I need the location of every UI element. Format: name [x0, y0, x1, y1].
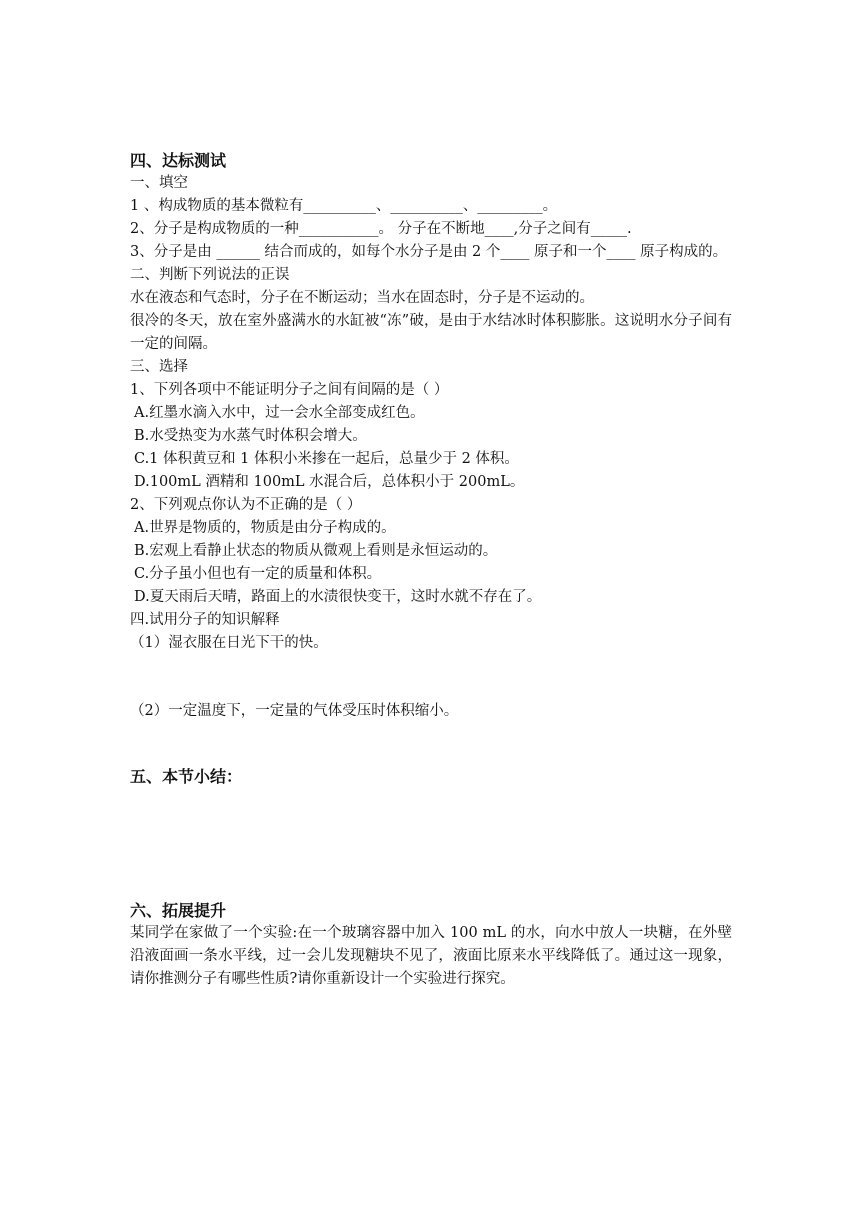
choice-question-1-option-c: C.1 体积黄豆和 1 体积小米掺在一起后，总量少于 2 体积。 [134, 451, 519, 467]
section6-title: 六、拓展提升 [130, 901, 227, 920]
judge-heading: 二、判断下列说法的正误 [130, 267, 290, 283]
fill-question-1: 1 、构成物质的基本微粒有__________、__________、_________。 [130, 198, 558, 214]
fill-heading: 一、填空 [130, 175, 188, 191]
judge-statement-1: 水在液态和气态时，分子在不断运动；当水在固态时，分子是不运动的。 [130, 290, 594, 306]
choice-question-2-option-b: B.宏观上看静止状态的物质从微观上看则是永恒运动的。 [134, 543, 498, 559]
fill-question-2: 2、分子是构成物质的一种___________。 分子在不断地____,分子之间有_____. [130, 221, 632, 237]
answer-space-2 [130, 723, 732, 766]
summary-space [130, 788, 732, 900]
choice-question-1-stem: 1、下列各项中不能证明分子之间有间隔的是（ ） [130, 382, 449, 398]
fill-question-3: 3、分子是由 ______ 结合而成的，如每个水分子是由 2 个____ 原子和一个____ 原子构成的。 [130, 244, 728, 260]
choice-question-2-stem: 2、下列观点你认为不正确的是（ ） [130, 497, 362, 513]
explain-question-1: （1）湿衣服在日光下干的快。 [130, 635, 328, 651]
choice-question-1-option-d: D.100mL 酒精和 100mL 水混合后，总体积小于 200mL。 [134, 474, 525, 490]
section5-title: 五、本节小结： [130, 767, 243, 786]
choice-question-2-option-a: A.世界是物质的，物质是由分子构成的。 [134, 520, 396, 536]
choice-question-1-option-b: B.水受热变为水蒸气时体积会增大。 [134, 428, 367, 444]
worksheet-content [130, 150, 732, 991]
choice-question-1-option-a: A.红墨水滴入水中，过一会水全部变成红色。 [134, 405, 425, 421]
choice-question-2-option-d: D.夏天雨后天晴，路面上的水渍很快变干，这时水就不存在了。 [134, 589, 542, 605]
answer-space-1 [130, 655, 732, 700]
explain-heading: 四.试用分子的知识解释 [130, 612, 280, 628]
explain-question-2: （2）一定温度下，一定量的气体受压时体积缩小。 [130, 703, 459, 719]
choice-question-2-option-c: C.分子虽小但也有一定的质量和体积。 [134, 566, 382, 582]
choice-heading: 三、选择 [130, 359, 188, 375]
section6-body: 某同学在家做了一个实验:在一个玻璃容器中加入 100 mL 的水，向水中放人一块糖，在外壁沿液面画一条水平线，过一会儿发现糖块不见了，液面比原来水平线降低了。通过这一现象，请你推测分子有哪些性质?请你重新设计一个实验进行探究。 [130, 925, 732, 987]
section4-title: 四、达标测试 [130, 151, 227, 170]
judge-statement-2: 很冷的冬天，放在室外盛满水的水缸被“冻”破，是由于水结冰时体积膨胀。这说明水分子间有一定的间隔。 [130, 313, 732, 352]
